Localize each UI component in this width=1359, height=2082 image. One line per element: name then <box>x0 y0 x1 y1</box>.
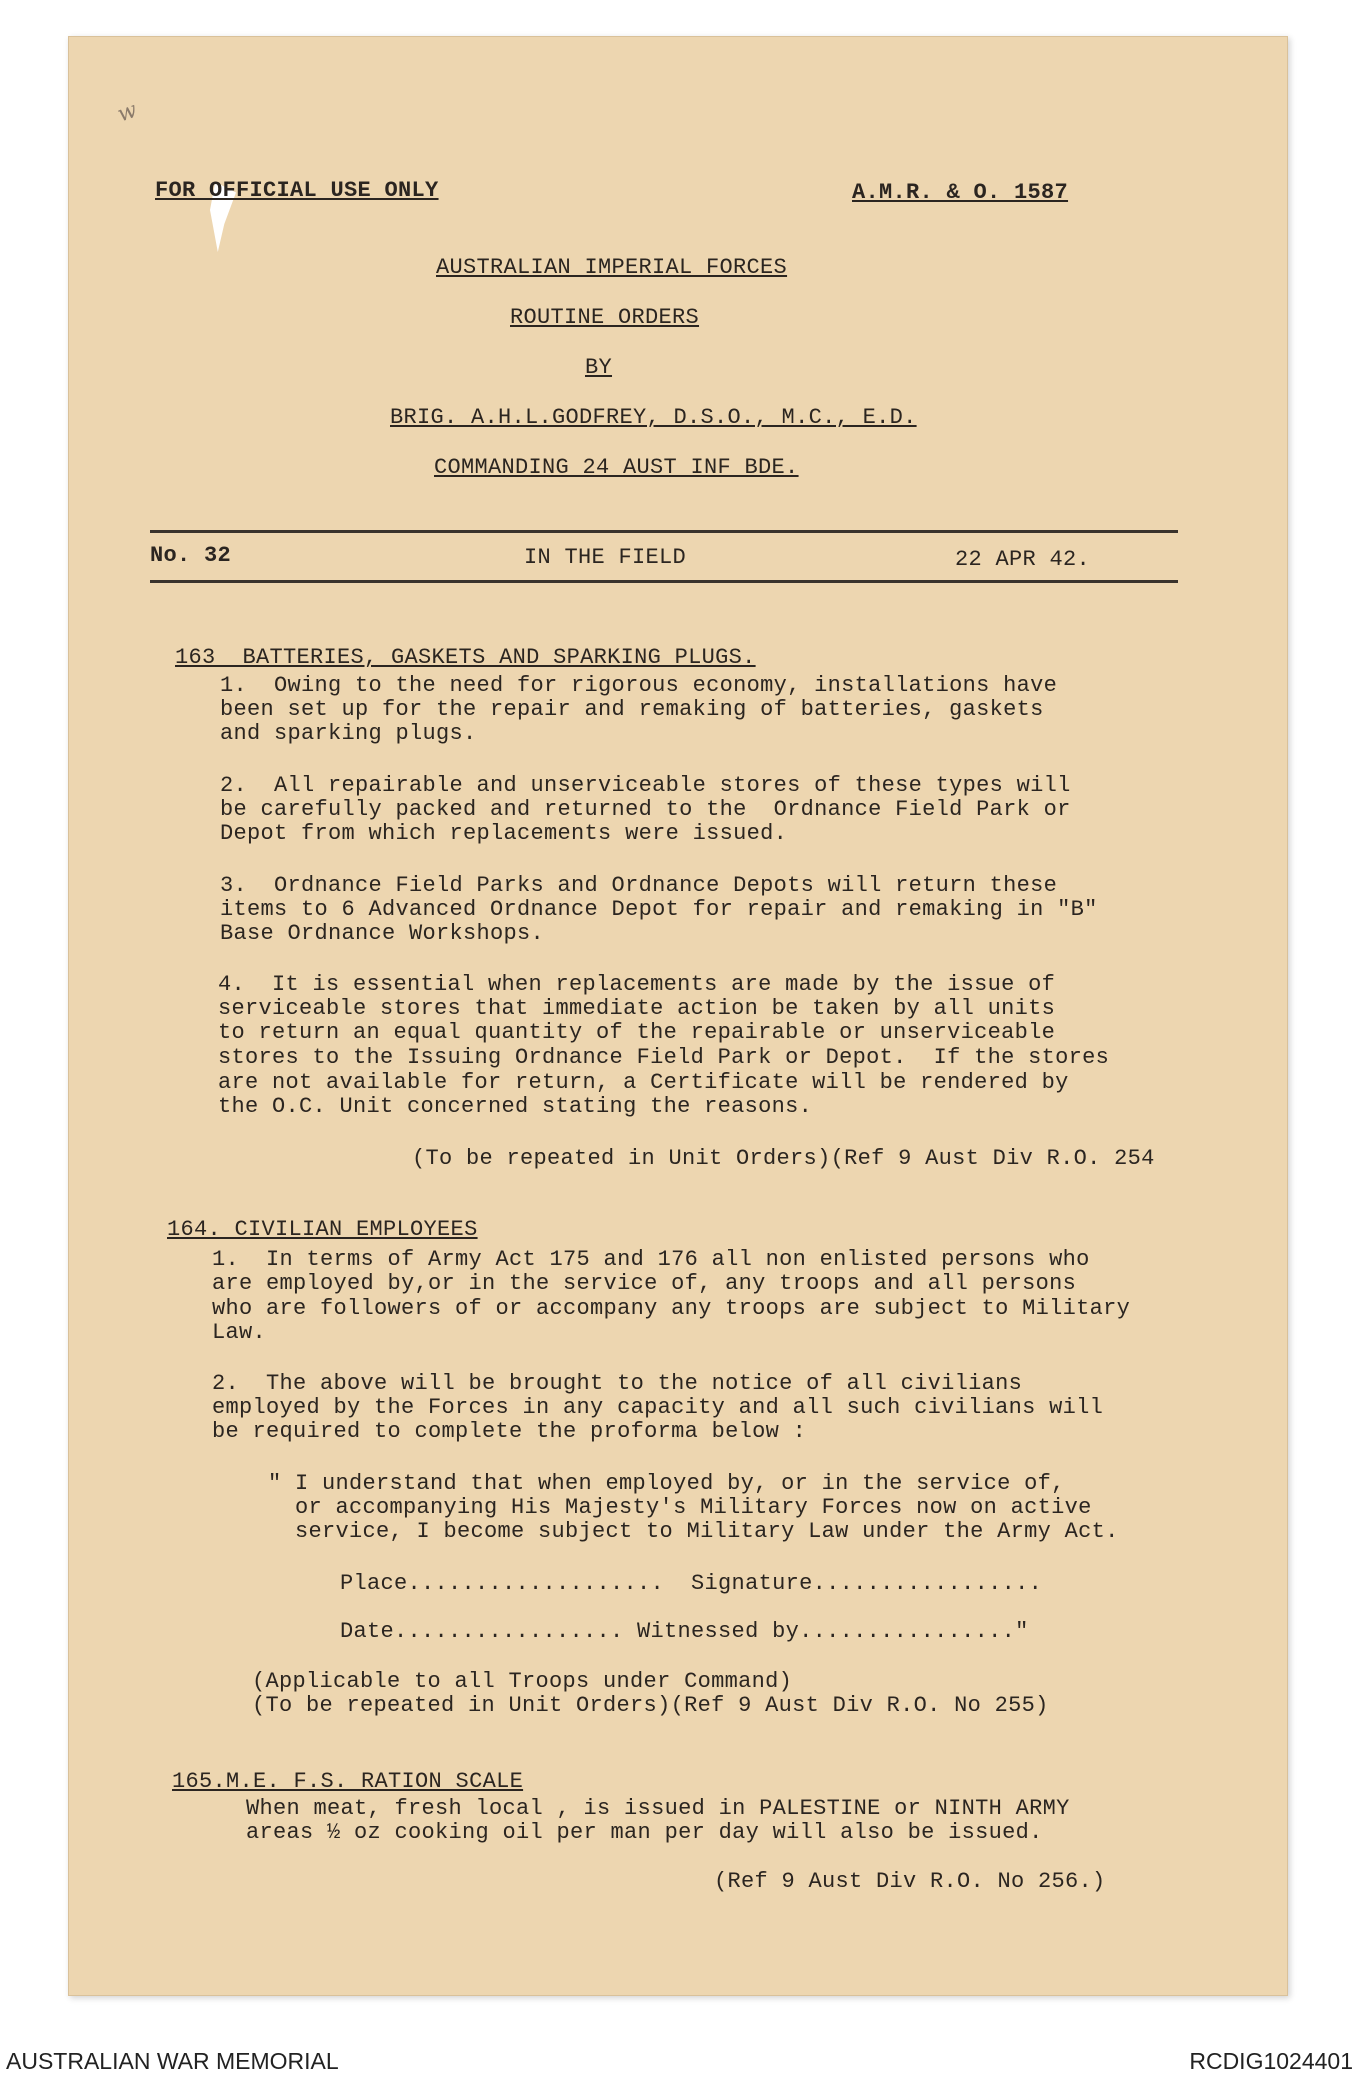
footer-id: RCDIG1024401 <box>1189 2048 1353 2074</box>
s164-p2-l2: employed by the Forces in any capacity and all such civilians will <box>212 1395 1104 1420</box>
proforma-l2: or accompanying His Majesty's Military Forces now on active <box>268 1495 1092 1520</box>
s165-body-l1: When meat, fresh local , is issued in PALESTINE or NINTH ARMY <box>246 1796 1070 1821</box>
s163-p4-l1: 4. It is essential when replacements are made by the issue of <box>218 972 1056 997</box>
s163-p4-l3: to return an equal quantity of the repairable or unserviceable <box>218 1020 1056 1045</box>
s164-p2-l3: be required to complete the proforma below : <box>212 1419 807 1444</box>
s163-p3-l3: Base Ordnance Workshops. <box>220 921 545 946</box>
top-rule <box>150 530 1178 533</box>
section-165-title: 165.M.E. F.S. RATION SCALE <box>172 1769 524 1794</box>
location: IN THE FIELD <box>524 545 687 570</box>
proforma-l1: " I understand that when employed by, or in the service of, <box>268 1471 1065 1496</box>
section-165-heading <box>145 1744 523 1794</box>
s164-p1-l4: Law. <box>212 1320 267 1345</box>
s163-p4-l6: the O.C. Unit concerned stating the reasons. <box>218 1094 813 1119</box>
s163-p4-l5: are not available for return, a Certificate will be rendered by <box>218 1070 1069 1095</box>
s164-p1-l3: who are followers of or accompany any troops are subject to Military <box>212 1296 1131 1321</box>
classification: FOR OFFICIAL USE ONLY <box>155 178 439 203</box>
s163-p3-l1: 3. Ordnance Field Parks and Ordnance Depots will return these <box>220 873 1058 898</box>
section-164-heading <box>140 1192 478 1242</box>
s165-reference: (Ref 9 Aust Div R.O. No 256.) <box>714 1869 1106 1894</box>
s164-note-1: (Applicable to all Troops under Command) <box>252 1669 793 1694</box>
s164-p1-l1: 1. In terms of Army Act 175 and 176 all non enlisted persons who <box>212 1247 1090 1272</box>
footer-archive: AUSTRALIAN WAR MEMORIAL <box>6 2048 339 2074</box>
section-163-title: 163 BATTERIES, GASKETS AND SPARKING PLUGS. <box>175 645 756 670</box>
title-line-5: COMMANDING 24 AUST INF BDE. <box>434 455 799 480</box>
pencil-mark: w <box>114 97 141 128</box>
s163-p4-l4: stores to the Issuing Ordnance Field Park or Depot. If the stores <box>218 1045 1110 1070</box>
s165-body-l2: areas ½ oz cooking oil per man per day will also be issued. <box>246 1820 1043 1845</box>
s164-p1-l2: are employed by,or in the service of, any troops and all persons <box>212 1271 1077 1296</box>
order-number: No. 32 <box>150 543 232 568</box>
s163-p2-l1: 2. All repairable and unserviceable stores of these types will <box>220 773 1071 798</box>
date-witness-line: Date................. Witnessed by................" <box>340 1619 1029 1644</box>
s163-p2-l3: Depot from which replacements were issued. <box>220 821 788 846</box>
title-line-3: BY <box>585 355 613 380</box>
title-line-2: ROUTINE ORDERS <box>510 305 700 330</box>
s163-p4-l2: serviceable stores that immediate action be taken by all units <box>218 996 1056 1021</box>
s163-p1-l1: 1. Owing to the need for rigorous economy, installations have <box>220 673 1058 698</box>
s163-p3-l2: items to 6 Advanced Ordnance Depot for repair and remaking in "B" <box>220 897 1098 922</box>
s163-p1-l2: been set up for the repair and remaking of batteries, gaskets <box>220 697 1044 722</box>
s163-reference: (To be repeated in Unit Orders)(Ref 9 Aust Div R.O. 254 <box>412 1146 1155 1171</box>
place-signature-line: Place................... Signature................. <box>340 1571 1043 1596</box>
order-date: 22 APR 42. <box>955 547 1091 572</box>
title-line-1: AUSTRALIAN IMPERIAL FORCES <box>436 255 788 280</box>
s164-note-2: (To be repeated in Unit Orders)(Ref 9 Aust Div R.O. No 255) <box>252 1693 1049 1718</box>
s163-p2-l2: be carefully packed and returned to the Ordnance Field Park or <box>220 797 1071 822</box>
title-line-4: BRIG. A.H.L.GODFREY, D.S.O., M.C., E.D. <box>390 405 917 430</box>
s164-p2-l1: 2. The above will be brought to the notice of all civilians <box>212 1371 1023 1396</box>
section-164-title: 164. CIVILIAN EMPLOYEES <box>167 1217 478 1242</box>
bottom-rule <box>150 580 1178 583</box>
section-163-heading <box>148 620 756 670</box>
doc-reference: A.M.R. & O. 1587 <box>852 180 1069 205</box>
proforma-l3: service, I become subject to Military Law under the Army Act. <box>268 1519 1119 1544</box>
s163-p1-l3: and sparking plugs. <box>220 721 477 746</box>
